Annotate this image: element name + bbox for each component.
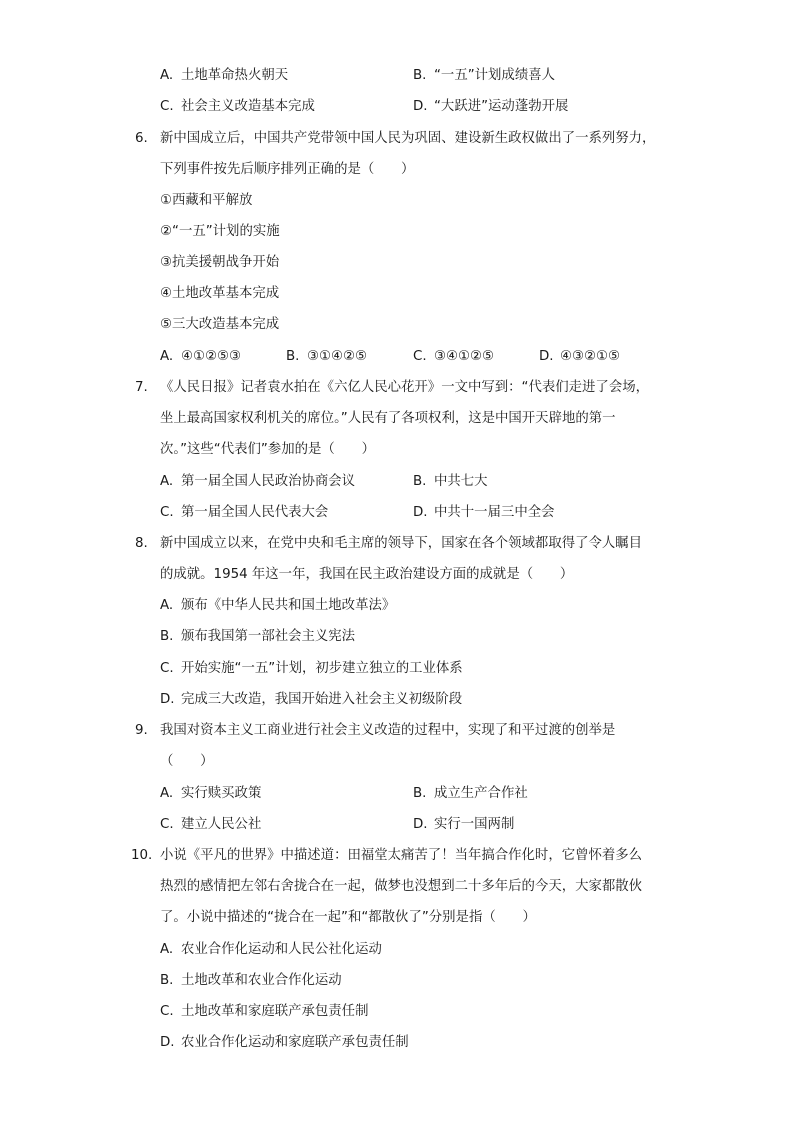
q10-option-d: [160, 1034, 409, 1052]
q6-option-b: [286, 348, 367, 366]
question-stem: 的成就。1954 年这一年，我国在民主政治建设方面的成就是（ ）: [160, 567, 574, 582]
option-letter: B.: [413, 474, 427, 489]
option-text: 实行赎买政策: [181, 786, 262, 801]
option-letter: C.: [160, 817, 174, 832]
q9-option-d: [413, 816, 514, 834]
option-text: 完成三大改造，我国开始进入社会主义初级阶段: [181, 692, 463, 707]
option-letter: A.: [160, 474, 174, 489]
option-letter: D.: [539, 349, 554, 364]
question-stem: 坐上最高国家权利机关的席位。”人民有了各项权利，这是中国开天辟地的第一: [160, 411, 616, 426]
question-number: 6.: [135, 131, 148, 146]
option-letter: C.: [413, 349, 427, 364]
q7-option-d: [413, 504, 555, 522]
q8-option-b: [160, 628, 355, 646]
question-stem: 《人民日报》记者袁水拍在《六亿人民心花开》一文中写到：“代表们走进了会场，: [160, 380, 649, 395]
question-number: 8.: [135, 536, 148, 551]
q7-option-c: [160, 504, 328, 522]
option-text: 中共十一届三中全会: [434, 505, 555, 520]
option-text: 颁布《中华人民共和国土地改革法》: [181, 598, 396, 613]
option-text: 实行一国两制: [434, 817, 515, 832]
q9-option-c: [160, 816, 261, 834]
option-letter: B.: [286, 349, 300, 364]
q9-option-b: [413, 785, 528, 803]
option-letter: D.: [413, 817, 428, 832]
question-number: 9.: [135, 723, 148, 738]
q5-option-b: [413, 67, 555, 85]
option-text: ④①②⑤③: [181, 349, 242, 364]
q7-option-b: [413, 473, 488, 491]
option-text: 第一届全国人民代表大会: [181, 505, 329, 520]
question-stem: 下列事件按先后顺序排列正确的是（ ）: [160, 162, 415, 177]
list-item: ③抗美援朝战争开始: [160, 255, 280, 270]
option-letter: A.: [160, 68, 174, 83]
q5-option-a: [160, 67, 288, 85]
option-letter: D.: [160, 692, 175, 707]
option-text: “一五”计划成绩喜人: [434, 68, 555, 83]
option-text: ④③②①⑤: [560, 349, 621, 364]
question-stem: 小说《平凡的世界》中描述道：田福堂太痛苦了！当年搞合作化时，它曾怀着多么: [160, 848, 643, 863]
q6-option-a: [160, 348, 241, 366]
q8-option-d: [160, 691, 462, 709]
q10-option-b: [160, 972, 342, 990]
option-letter: C.: [160, 99, 174, 114]
list-item: ①西藏和平解放: [160, 193, 253, 208]
question-stem: 我国对资本主义工商业进行社会主义改造的过程中，实现了和平过渡的创举是: [160, 723, 616, 738]
question-stem: （ ）: [160, 754, 214, 769]
option-text: ③④①②⑤: [434, 349, 495, 364]
option-letter: D.: [160, 1035, 175, 1050]
q7-option-a: [160, 473, 355, 491]
option-letter: D.: [413, 505, 428, 520]
question-stem: 次。”这些“代表们”参加的是（ ）: [160, 442, 375, 457]
option-letter: D.: [413, 99, 428, 114]
q10-option-a: [160, 941, 382, 959]
question-stem: 新中国成立后，中国共产党带领中国人民为巩固、建设新生政权做出了一系列努力，: [160, 131, 656, 146]
question-number: 10.: [131, 848, 153, 863]
option-text: 颁布我国第一部社会主义宪法: [181, 629, 356, 644]
option-text: 农业合作化运动和人民公社化运动: [181, 942, 382, 957]
q8-option-a: [160, 597, 395, 615]
option-letter: A.: [160, 786, 174, 801]
q6-option-d: [539, 348, 620, 366]
q6-option-c: [413, 348, 494, 366]
option-text: 成立生产合作社: [434, 786, 528, 801]
option-text: 建立人民公社: [181, 817, 262, 832]
q8-option-c: [160, 660, 463, 678]
question-number: 7.: [135, 380, 148, 395]
option-text: 土地改革和家庭联产承包责任制: [181, 1004, 369, 1019]
option-text: “大跃进”运动蓬勃开展: [434, 99, 569, 114]
option-text: 土地革命热火朝天: [181, 68, 289, 83]
list-item: ④土地改革基本完成: [160, 286, 280, 301]
option-text: ③①④②⑤: [307, 349, 368, 364]
list-item: ②“一五”计划的实施: [160, 224, 280, 239]
option-text: 第一届全国人民政治协商会议: [181, 474, 356, 489]
option-letter: B.: [413, 68, 427, 83]
question-stem: 热烈的感情把左邻右舍拢合在一起，做梦也没想到二十多年后的今天，大家都散伙: [160, 879, 643, 894]
option-letter: A.: [160, 598, 174, 613]
option-letter: C.: [160, 661, 174, 676]
option-letter: B.: [413, 786, 427, 801]
option-text: 中共七大: [434, 474, 488, 489]
question-stem: 了。小说中描述的“拢合在一起”和“都散伙了”分别是指（ ）: [160, 910, 536, 925]
q10-option-c: [160, 1003, 368, 1021]
list-item: ⑤三大改造基本完成: [160, 317, 280, 332]
option-letter: B.: [160, 973, 174, 988]
q5-option-d: [413, 98, 568, 116]
option-letter: A.: [160, 349, 174, 364]
q5-option-c: [160, 98, 315, 116]
question-stem: 新中国成立以来，在党中央和毛主席的领导下，国家在各个领域都取得了令人瞩目: [160, 536, 643, 551]
option-text: 社会主义改造基本完成: [181, 99, 315, 114]
option-letter: C.: [160, 505, 174, 520]
option-letter: B.: [160, 629, 174, 644]
option-text: 农业合作化运动和家庭联产承包责任制: [181, 1035, 409, 1050]
option-letter: C.: [160, 1004, 174, 1019]
option-letter: A.: [160, 942, 174, 957]
option-text: 开始实施“一五”计划，初步建立独立的工业体系: [181, 661, 463, 676]
option-text: 土地改革和农业合作化运动: [181, 973, 342, 988]
q9-option-a: [160, 785, 261, 803]
